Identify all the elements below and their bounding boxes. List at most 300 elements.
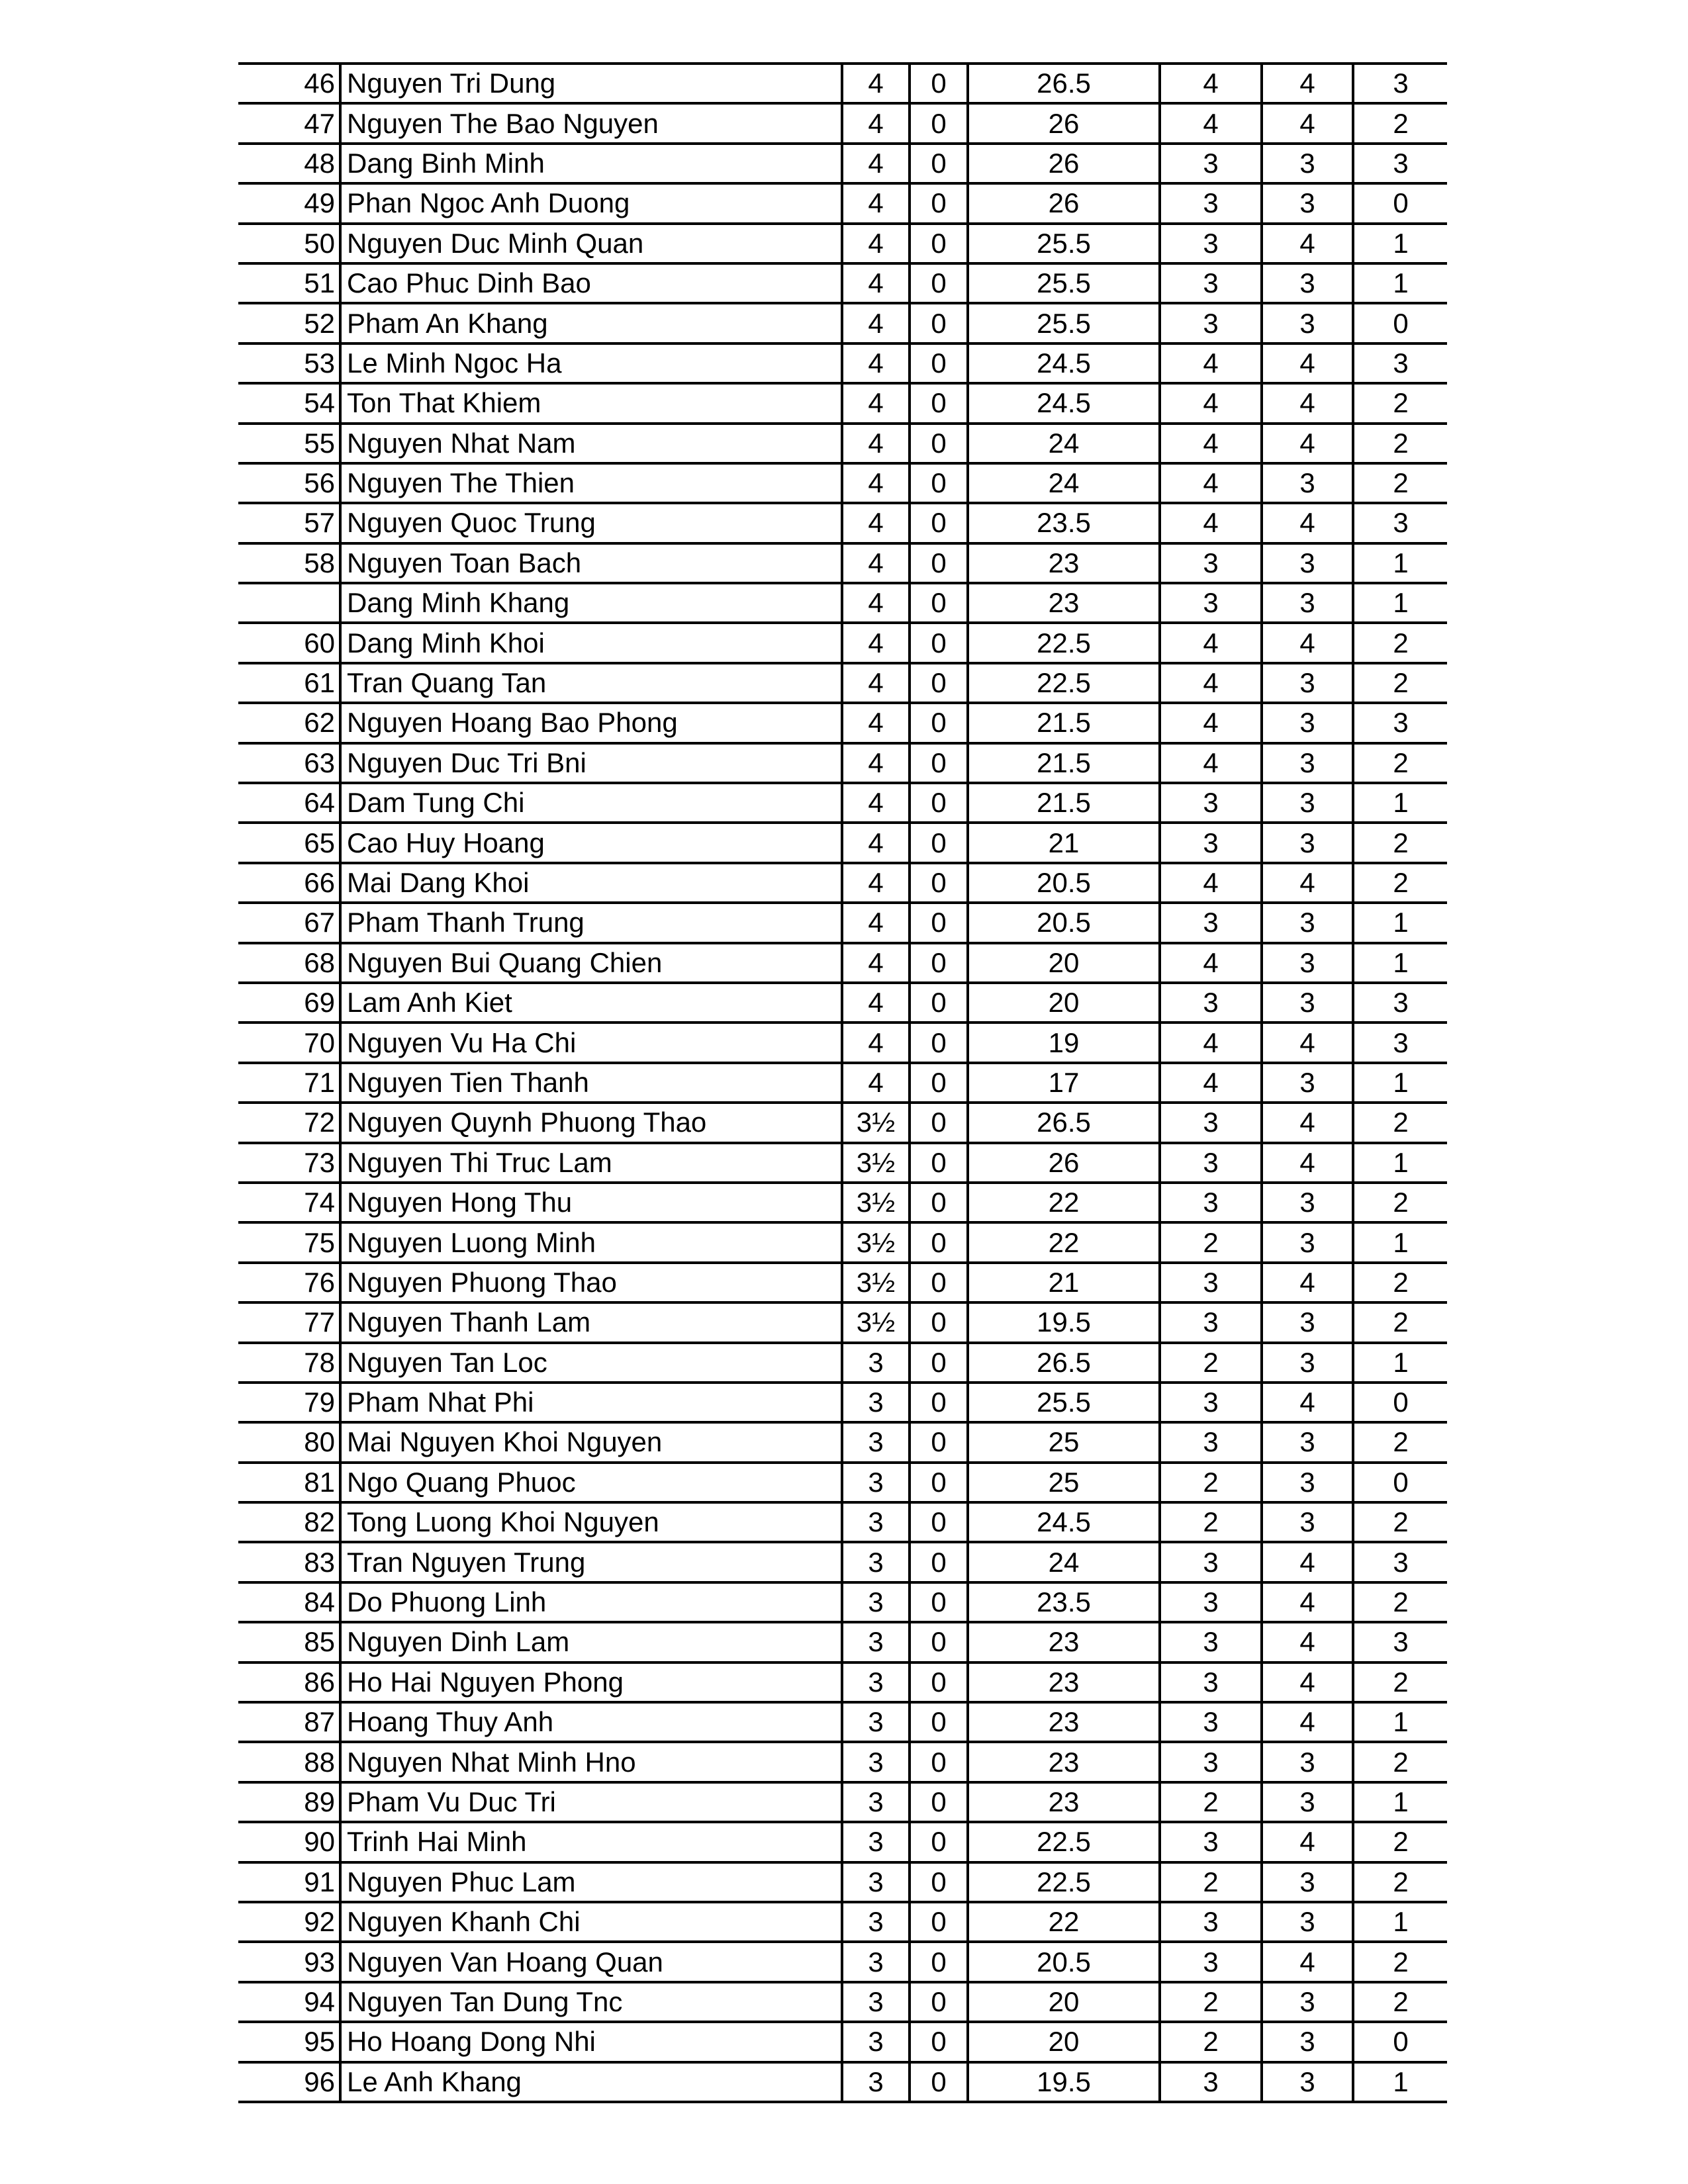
tiebreak-3-cell: 3 (1160, 1702, 1262, 1742)
tiebreak-1-cell: 0 (910, 823, 968, 862)
points-cell: 3 (842, 1582, 910, 1622)
rank-cell: 71 (238, 1063, 340, 1103)
tiebreak-5-cell: 2 (1353, 1662, 1447, 1702)
tiebreak-3-cell: 3 (1160, 1662, 1262, 1702)
tiebreak-3-cell: 2 (1160, 1463, 1262, 1502)
rank-cell: 72 (238, 1103, 340, 1142)
tiebreak-1-cell: 0 (910, 303, 968, 343)
tiebreak-1-cell: 0 (910, 503, 968, 543)
tiebreak-4-cell: 4 (1262, 1582, 1353, 1622)
tiebreak-1-cell: 0 (910, 343, 968, 383)
tiebreak-4-cell: 3 (1262, 144, 1353, 183)
points-cell: 4 (842, 863, 910, 903)
tiebreak-4-cell: 3 (1262, 823, 1353, 862)
tiebreak-5-cell: 1 (1353, 903, 1447, 942)
tiebreak-5-cell: 0 (1353, 303, 1447, 343)
tiebreak-5-cell: 3 (1353, 703, 1447, 743)
tiebreak-5-cell: 0 (1353, 183, 1447, 223)
rank-cell: 74 (238, 1183, 340, 1222)
player-name-cell: Tong Luong Khoi Nguyen (340, 1502, 842, 1542)
table-row (238, 703, 1447, 743)
player-name-cell: Ho Hai Nguyen Phong (340, 1662, 842, 1702)
tiebreak-2-cell: 20 (968, 983, 1160, 1023)
table-row (238, 1622, 1447, 1662)
points-cell: 4 (842, 703, 910, 743)
tiebreak-2-cell: 26.5 (968, 1343, 1160, 1383)
tiebreak-4-cell: 4 (1262, 103, 1353, 143)
table-row (238, 1702, 1447, 1742)
tiebreak-4-cell: 3 (1262, 903, 1353, 942)
tiebreak-2-cell: 21.5 (968, 783, 1160, 823)
tiebreak-4-cell: 4 (1262, 1103, 1353, 1142)
tiebreak-4-cell: 3 (1262, 1302, 1353, 1342)
tiebreak-3-cell: 2 (1160, 1222, 1262, 1262)
player-name-cell: Le Minh Ngoc Ha (340, 343, 842, 383)
tiebreak-1-cell: 0 (910, 224, 968, 263)
player-name-cell: Dang Minh Khoi (340, 623, 842, 662)
player-name-cell: Ngo Quang Phuoc (340, 1463, 842, 1502)
points-cell: 4 (842, 383, 910, 423)
rank-cell: 79 (238, 1383, 340, 1422)
standings-body (238, 64, 1447, 2102)
rank-cell: 73 (238, 1143, 340, 1183)
tiebreak-4-cell: 4 (1262, 623, 1353, 662)
tiebreak-1-cell: 0 (910, 1542, 968, 1582)
table-row (238, 383, 1447, 423)
tiebreak-1-cell: 0 (910, 1982, 968, 2022)
tiebreak-5-cell: 2 (1353, 743, 1447, 783)
tiebreak-4-cell: 3 (1262, 1742, 1353, 1782)
points-cell: 3½ (842, 1143, 910, 1183)
tiebreak-1-cell: 0 (910, 1063, 968, 1103)
player-name-cell: Le Anh Khang (340, 2062, 842, 2102)
tiebreak-5-cell: 2 (1353, 463, 1447, 503)
player-name-cell: Nguyen Nhat Minh Hno (340, 1742, 842, 1782)
player-name-cell: Pham An Khang (340, 303, 842, 343)
tiebreak-3-cell: 3 (1160, 144, 1262, 183)
tiebreak-1-cell: 0 (910, 1463, 968, 1502)
tiebreak-1-cell: 0 (910, 1502, 968, 1542)
rank-cell: 80 (238, 1422, 340, 1462)
tiebreak-5-cell: 3 (1353, 144, 1447, 183)
tiebreak-3-cell: 4 (1160, 1063, 1262, 1103)
tiebreak-3-cell: 4 (1160, 463, 1262, 503)
player-name-cell: Nguyen Tan Loc (340, 1343, 842, 1383)
player-name-cell: Nguyen Quoc Trung (340, 503, 842, 543)
player-name-cell: Tran Quang Tan (340, 663, 842, 703)
tiebreak-5-cell: 1 (1353, 583, 1447, 623)
tiebreak-2-cell: 23 (968, 1702, 1160, 1742)
tiebreak-2-cell: 23.5 (968, 1582, 1160, 1622)
points-cell: 3½ (842, 1302, 910, 1342)
table-row (238, 583, 1447, 623)
tiebreak-4-cell: 3 (1262, 1222, 1353, 1262)
rank-cell: 65 (238, 823, 340, 862)
tiebreak-5-cell: 2 (1353, 1502, 1447, 1542)
tiebreak-5-cell: 1 (1353, 224, 1447, 263)
tiebreak-1-cell: 0 (910, 1822, 968, 1862)
tiebreak-5-cell: 1 (1353, 783, 1447, 823)
rank-cell: 95 (238, 2022, 340, 2062)
table-row (238, 1463, 1447, 1502)
points-cell: 3 (842, 2022, 910, 2062)
table-row (238, 1742, 1447, 1782)
tiebreak-2-cell: 25.5 (968, 303, 1160, 343)
rank-cell: 46 (238, 64, 340, 103)
table-row (238, 1063, 1447, 1103)
tiebreak-3-cell: 3 (1160, 1302, 1262, 1342)
points-cell: 4 (842, 663, 910, 703)
rank-cell: 56 (238, 463, 340, 503)
tiebreak-4-cell: 3 (1262, 783, 1353, 823)
player-name-cell: Nguyen Vu Ha Chi (340, 1023, 842, 1062)
tiebreak-5-cell: 1 (1353, 1063, 1447, 1103)
tiebreak-5-cell: 3 (1353, 1622, 1447, 1662)
player-name-cell: Nguyen Tan Dung Tnc (340, 1982, 842, 2022)
tiebreak-4-cell: 3 (1262, 1183, 1353, 1222)
table-row (238, 1582, 1447, 1622)
tiebreak-1-cell: 0 (910, 1942, 968, 1981)
rank-cell: 87 (238, 1702, 340, 1742)
player-name-cell: Cao Phuc Dinh Bao (340, 263, 842, 303)
tiebreak-2-cell: 22 (968, 1183, 1160, 1222)
tiebreak-3-cell: 3 (1160, 1542, 1262, 1582)
tiebreak-4-cell: 3 (1262, 703, 1353, 743)
tiebreak-1-cell: 0 (910, 1902, 968, 1942)
tiebreak-4-cell: 3 (1262, 583, 1353, 623)
rank-cell: 67 (238, 903, 340, 942)
player-name-cell: Ho Hoang Dong Nhi (340, 2022, 842, 2062)
tiebreak-4-cell: 3 (1262, 2022, 1353, 2062)
points-cell: 3½ (842, 1183, 910, 1222)
player-name-cell: Phan Ngoc Anh Duong (340, 183, 842, 223)
table-row (238, 1103, 1447, 1142)
tiebreak-4-cell: 3 (1262, 263, 1353, 303)
rank-cell: 89 (238, 1782, 340, 1822)
points-cell: 3½ (842, 1103, 910, 1142)
player-name-cell: Dang Binh Minh (340, 144, 842, 183)
points-cell: 3 (842, 2062, 910, 2102)
tiebreak-4-cell: 4 (1262, 1383, 1353, 1422)
player-name-cell: Nguyen Duc Tri Bni (340, 743, 842, 783)
table-row (238, 2022, 1447, 2062)
points-cell: 4 (842, 224, 910, 263)
points-cell: 4 (842, 463, 910, 503)
tiebreak-3-cell: 4 (1160, 383, 1262, 423)
points-cell: 4 (842, 183, 910, 223)
rank-cell: 49 (238, 183, 340, 223)
player-name-cell: Nguyen The Bao Nguyen (340, 103, 842, 143)
tiebreak-5-cell: 0 (1353, 1463, 1447, 1502)
tiebreak-5-cell: 3 (1353, 983, 1447, 1023)
tiebreak-4-cell: 4 (1262, 1542, 1353, 1582)
player-name-cell: Pham Nhat Phi (340, 1383, 842, 1422)
tiebreak-5-cell: 2 (1353, 1822, 1447, 1862)
tiebreak-4-cell: 4 (1262, 1143, 1353, 1183)
tiebreak-3-cell: 3 (1160, 224, 1262, 263)
points-cell: 4 (842, 424, 910, 463)
tiebreak-1-cell: 0 (910, 183, 968, 223)
tiebreak-2-cell: 19.5 (968, 2062, 1160, 2102)
table-row (238, 303, 1447, 343)
player-name-cell: Tran Nguyen Trung (340, 1542, 842, 1582)
tiebreak-3-cell: 4 (1160, 64, 1262, 103)
points-cell: 4 (842, 503, 910, 543)
player-name-cell: Pham Vu Duc Tri (340, 1782, 842, 1822)
tiebreak-5-cell: 1 (1353, 1222, 1447, 1262)
rank-cell: 63 (238, 743, 340, 783)
player-name-cell: Nguyen Phuc Lam (340, 1862, 842, 1902)
tiebreak-3-cell: 3 (1160, 1383, 1262, 1422)
tiebreak-2-cell: 24.5 (968, 343, 1160, 383)
player-name-cell: Trinh Hai Minh (340, 1822, 842, 1862)
player-name-cell: Dam Tung Chi (340, 783, 842, 823)
rank-cell: 52 (238, 303, 340, 343)
rank-cell (238, 583, 340, 623)
points-cell: 4 (842, 823, 910, 862)
tiebreak-4-cell: 3 (1262, 303, 1353, 343)
tiebreak-5-cell: 2 (1353, 1302, 1447, 1342)
player-name-cell: Nguyen Nhat Nam (340, 424, 842, 463)
table-row (238, 903, 1447, 942)
tiebreak-3-cell: 3 (1160, 1422, 1262, 1462)
tiebreak-5-cell: 3 (1353, 503, 1447, 543)
tiebreak-1-cell: 0 (910, 1782, 968, 1822)
tiebreak-2-cell: 26.5 (968, 1103, 1160, 1142)
points-cell: 4 (842, 144, 910, 183)
rank-cell: 66 (238, 863, 340, 903)
table-row (238, 1502, 1447, 1542)
tiebreak-2-cell: 19 (968, 1023, 1160, 1062)
tiebreak-5-cell: 2 (1353, 1982, 1447, 2022)
tiebreak-4-cell: 4 (1262, 1662, 1353, 1702)
table-row (238, 64, 1447, 103)
player-name-cell: Nguyen Khanh Chi (340, 1902, 842, 1942)
points-cell: 4 (842, 903, 910, 942)
player-name-cell: Ton That Khiem (340, 383, 842, 423)
tiebreak-4-cell: 4 (1262, 224, 1353, 263)
tiebreak-1-cell: 0 (910, 543, 968, 583)
tiebreak-3-cell: 2 (1160, 1502, 1262, 1542)
tiebreak-5-cell: 1 (1353, 1343, 1447, 1383)
rank-cell: 85 (238, 1622, 340, 1662)
tiebreak-4-cell: 4 (1262, 64, 1353, 103)
rank-cell: 62 (238, 703, 340, 743)
table-row (238, 263, 1447, 303)
table-row (238, 224, 1447, 263)
tiebreak-2-cell: 26 (968, 144, 1160, 183)
points-cell: 4 (842, 1023, 910, 1062)
tiebreak-3-cell: 3 (1160, 263, 1262, 303)
tiebreak-1-cell: 0 (910, 1383, 968, 1422)
points-cell: 3 (842, 1902, 910, 1942)
tiebreak-3-cell: 4 (1160, 743, 1262, 783)
tiebreak-5-cell: 1 (1353, 2062, 1447, 2102)
tiebreak-1-cell: 0 (910, 1143, 968, 1183)
tiebreak-4-cell: 3 (1262, 983, 1353, 1023)
tiebreak-4-cell: 3 (1262, 463, 1353, 503)
points-cell: 4 (842, 783, 910, 823)
player-name-cell: Lam Anh Kiet (340, 983, 842, 1023)
player-name-cell: Nguyen Thanh Lam (340, 1302, 842, 1342)
points-cell: 3 (842, 1622, 910, 1662)
tiebreak-2-cell: 26 (968, 183, 1160, 223)
tiebreak-1-cell: 0 (910, 1183, 968, 1222)
rank-cell: 68 (238, 943, 340, 983)
points-cell: 4 (842, 303, 910, 343)
points-cell: 4 (842, 1063, 910, 1103)
points-cell: 4 (842, 583, 910, 623)
tiebreak-2-cell: 23 (968, 1742, 1160, 1782)
table-row (238, 1662, 1447, 1702)
rank-cell: 69 (238, 983, 340, 1023)
points-cell: 4 (842, 103, 910, 143)
tiebreak-1-cell: 0 (910, 863, 968, 903)
tiebreak-4-cell: 3 (1262, 1862, 1353, 1902)
table-row (238, 103, 1447, 143)
tiebreak-2-cell: 23.5 (968, 503, 1160, 543)
player-name-cell: Do Phuong Linh (340, 1582, 842, 1622)
tiebreak-3-cell: 4 (1160, 663, 1262, 703)
tiebreak-4-cell: 4 (1262, 1023, 1353, 1062)
tiebreak-3-cell: 3 (1160, 583, 1262, 623)
rank-cell: 84 (238, 1582, 340, 1622)
table-row (238, 1023, 1447, 1062)
table-row (238, 1902, 1447, 1942)
tiebreak-3-cell: 3 (1160, 1942, 1262, 1981)
points-cell: 3 (842, 1862, 910, 1902)
tiebreak-5-cell: 0 (1353, 1383, 1447, 1422)
points-cell: 3 (842, 1742, 910, 1782)
tiebreak-3-cell: 3 (1160, 303, 1262, 343)
table-row (238, 144, 1447, 183)
points-cell: 3 (842, 1822, 910, 1862)
tiebreak-3-cell: 2 (1160, 2022, 1262, 2062)
table-row (238, 823, 1447, 862)
tiebreak-1-cell: 0 (910, 1343, 968, 1383)
table-row (238, 1222, 1447, 1262)
tiebreak-2-cell: 23 (968, 1622, 1160, 1662)
table-row (238, 543, 1447, 583)
points-cell: 3 (842, 1662, 910, 1702)
rank-cell: 93 (238, 1942, 340, 1981)
table-row (238, 503, 1447, 543)
rank-cell: 54 (238, 383, 340, 423)
tiebreak-5-cell: 2 (1353, 1103, 1447, 1142)
tiebreak-3-cell: 4 (1160, 703, 1262, 743)
points-cell: 4 (842, 64, 910, 103)
table-row (238, 1982, 1447, 2022)
tiebreak-2-cell: 20 (968, 943, 1160, 983)
tiebreak-1-cell: 0 (910, 583, 968, 623)
tiebreak-5-cell: 2 (1353, 623, 1447, 662)
points-cell: 4 (842, 623, 910, 662)
tiebreak-2-cell: 20.5 (968, 1942, 1160, 1981)
tiebreak-2-cell: 21.5 (968, 703, 1160, 743)
table-row (238, 1542, 1447, 1582)
tiebreak-3-cell: 4 (1160, 103, 1262, 143)
tiebreak-4-cell: 3 (1262, 183, 1353, 223)
tiebreak-4-cell: 3 (1262, 1982, 1353, 2022)
tiebreak-5-cell: 0 (1353, 2022, 1447, 2062)
tiebreak-2-cell: 24 (968, 1542, 1160, 1582)
tiebreak-5-cell: 2 (1353, 424, 1447, 463)
player-name-cell: Nguyen Luong Minh (340, 1222, 842, 1262)
tiebreak-5-cell: 2 (1353, 383, 1447, 423)
tiebreak-1-cell: 0 (910, 1582, 968, 1622)
table-row (238, 983, 1447, 1023)
tiebreak-2-cell: 23 (968, 583, 1160, 623)
standings-table (238, 62, 1447, 2103)
tiebreak-4-cell: 4 (1262, 1622, 1353, 1662)
tiebreak-2-cell: 25 (968, 1463, 1160, 1502)
rank-cell: 76 (238, 1263, 340, 1302)
tiebreak-4-cell: 3 (1262, 1422, 1353, 1462)
tiebreak-2-cell: 19.5 (968, 1302, 1160, 1342)
tiebreak-2-cell: 20 (968, 2022, 1160, 2062)
tiebreak-2-cell: 22.5 (968, 1822, 1160, 1862)
tiebreak-1-cell: 0 (910, 1422, 968, 1462)
tiebreak-5-cell: 1 (1353, 263, 1447, 303)
tiebreak-4-cell: 3 (1262, 1343, 1353, 1383)
tiebreak-4-cell: 4 (1262, 503, 1353, 543)
tiebreak-2-cell: 26.5 (968, 64, 1160, 103)
player-name-cell: Mai Dang Khoi (340, 863, 842, 903)
tiebreak-5-cell: 2 (1353, 863, 1447, 903)
tiebreak-5-cell: 1 (1353, 1143, 1447, 1183)
tiebreak-5-cell: 3 (1353, 1023, 1447, 1062)
tiebreak-5-cell: 2 (1353, 823, 1447, 862)
tiebreak-1-cell: 0 (910, 2062, 968, 2102)
rank-cell: 57 (238, 503, 340, 543)
table-row (238, 623, 1447, 662)
table-row (238, 1302, 1447, 1342)
points-cell: 3 (842, 1702, 910, 1742)
tiebreak-4-cell: 3 (1262, 743, 1353, 783)
table-row (238, 463, 1447, 503)
table-row (238, 1942, 1447, 1981)
player-name-cell: Nguyen Duc Minh Quan (340, 224, 842, 263)
tiebreak-3-cell: 3 (1160, 1582, 1262, 1622)
tiebreak-5-cell: 3 (1353, 64, 1447, 103)
tiebreak-1-cell: 0 (910, 1862, 968, 1902)
tiebreak-2-cell: 25.5 (968, 1383, 1160, 1422)
tiebreak-5-cell: 2 (1353, 1263, 1447, 1302)
tiebreak-1-cell: 0 (910, 1103, 968, 1142)
tiebreak-3-cell: 3 (1160, 1263, 1262, 1302)
table-row (238, 1263, 1447, 1302)
tiebreak-2-cell: 22.5 (968, 1862, 1160, 1902)
tiebreak-2-cell: 26 (968, 103, 1160, 143)
tiebreak-2-cell: 21 (968, 823, 1160, 862)
tiebreak-4-cell: 3 (1262, 1063, 1353, 1103)
tiebreak-1-cell: 0 (910, 663, 968, 703)
tiebreak-5-cell: 2 (1353, 663, 1447, 703)
tiebreak-1-cell: 0 (910, 1023, 968, 1062)
points-cell: 3 (842, 1383, 910, 1422)
rank-cell: 75 (238, 1222, 340, 1262)
tiebreak-1-cell: 0 (910, 463, 968, 503)
player-name-cell: Nguyen Quynh Phuong Thao (340, 1103, 842, 1142)
tiebreak-5-cell: 3 (1353, 1542, 1447, 1582)
tiebreak-3-cell: 4 (1160, 863, 1262, 903)
tiebreak-3-cell: 3 (1160, 1902, 1262, 1942)
tiebreak-1-cell: 0 (910, 383, 968, 423)
rank-cell: 50 (238, 224, 340, 263)
rank-cell: 70 (238, 1023, 340, 1062)
rank-cell: 78 (238, 1343, 340, 1383)
table-row (238, 183, 1447, 223)
